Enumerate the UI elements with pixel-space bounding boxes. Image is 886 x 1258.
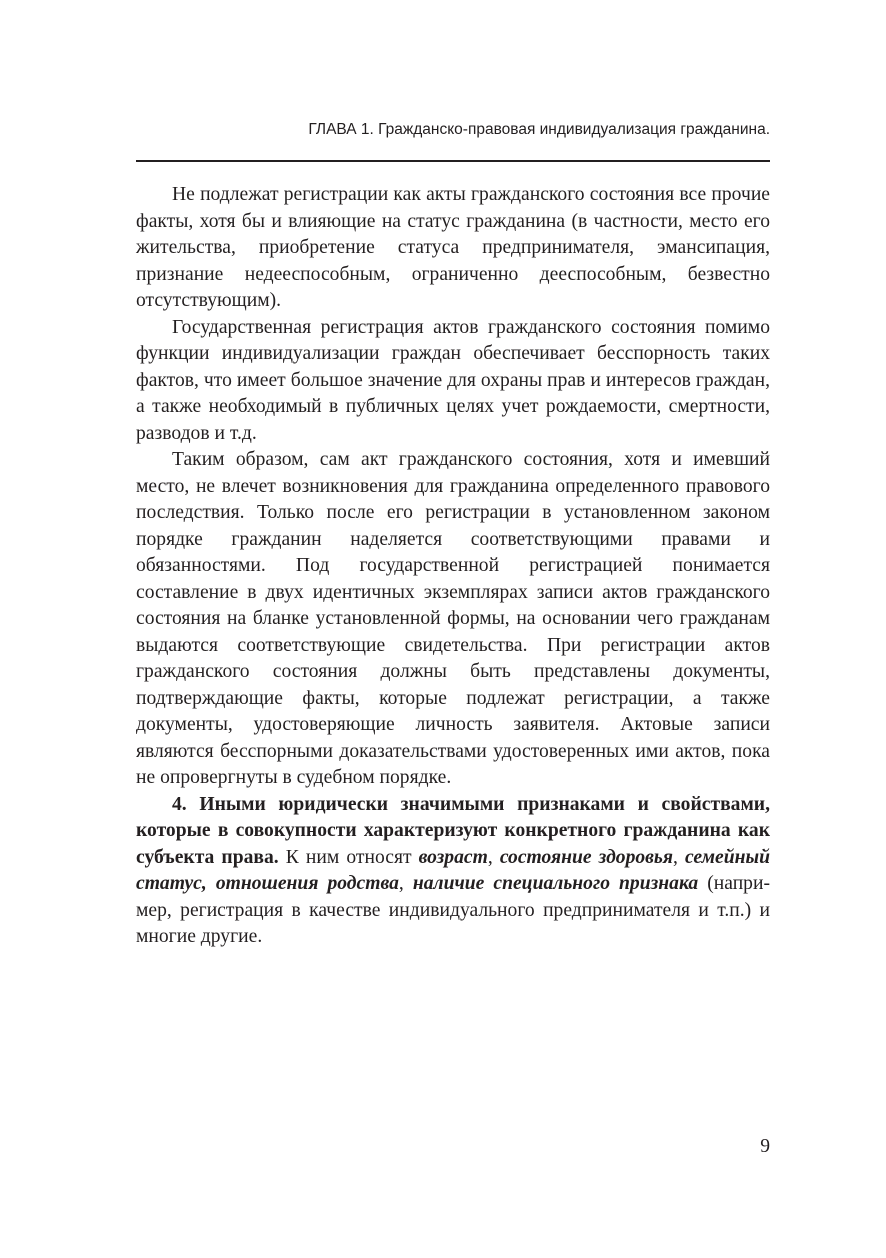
- page-body: [136, 182, 770, 951]
- separator: ,: [398, 873, 413, 894]
- paragraph-other-attributes: [136, 792, 770, 951]
- paragraph-state-registration: Государственная регистрация актов гражданского состояния помимо функции индивидуализации граждан обеспечивает бесспорность таких фактов, что имеет большое значение для охраны прав и интересов граждан, а также необходимый в публичных целях учет рождаемости, смертности, разводов и т.д.: [136, 316, 770, 444]
- paragraph-registration-effect: Таким образом, сам акт гражданского состояния, хотя и имевший место, не влечет возникновения для гражданина определенного правового последствия. Только после его регистрации в установленном законом порядке гражданин наделяется соответствующими правами и обязанностями. Под государственной регистрацией понимается составление в двух идентичных экземплярах записи актов гражданского состояния на бланке установленной формы, на основании чего гражданам выдаются соответствующие свидетельства. При регистрации актов гражданского состояния должны быть представлены документы, подтверждающие факты, которые подлежат регистрации, а также документы, удостоверяющие личность заявителя. Актовые записи являются бесспорными доказательствами удостоверенных ими актов, пока не опровергнуты в судебном порядке.: [136, 449, 770, 788]
- term-family-status: семейный статус, отношения родства: [136, 846, 771, 894]
- term-health: состояние здоровья: [499, 846, 673, 868]
- paragraph-unregistered-facts: Не подлежат регистрации как акты гражданского состояния все прочие факты, хотя бы и влияющие на статус гражданина (в частности, место его жительства, приобретение статуса предпринимателя, эмансипация, признание недееспособным, ограниченно дееспособным, безвестно отсутствующим).: [136, 184, 770, 311]
- separator: ,: [672, 846, 685, 868]
- paragraph-text: (например, регистрация в качестве индивидуального предпринимателя и т.п.) и многие другие.: [136, 873, 770, 947]
- term-special-feature: наличие специального признака: [412, 873, 699, 894]
- header-rule: [136, 160, 770, 162]
- separator: ,: [487, 846, 500, 868]
- running-header: ГЛАВА 1. Гражданско-правовая индивидуализация гражданина.: [308, 121, 770, 138]
- page-number: 9: [760, 1136, 770, 1157]
- paragraph-text: К ним относят: [278, 846, 419, 868]
- paragraph-lead-bold: 4. Иными юридически значимыми признаками и свойствами, которые в совокупности характеризуют конкретного гражданина как субъекта права.: [136, 793, 770, 868]
- term-age: возраст: [418, 846, 488, 868]
